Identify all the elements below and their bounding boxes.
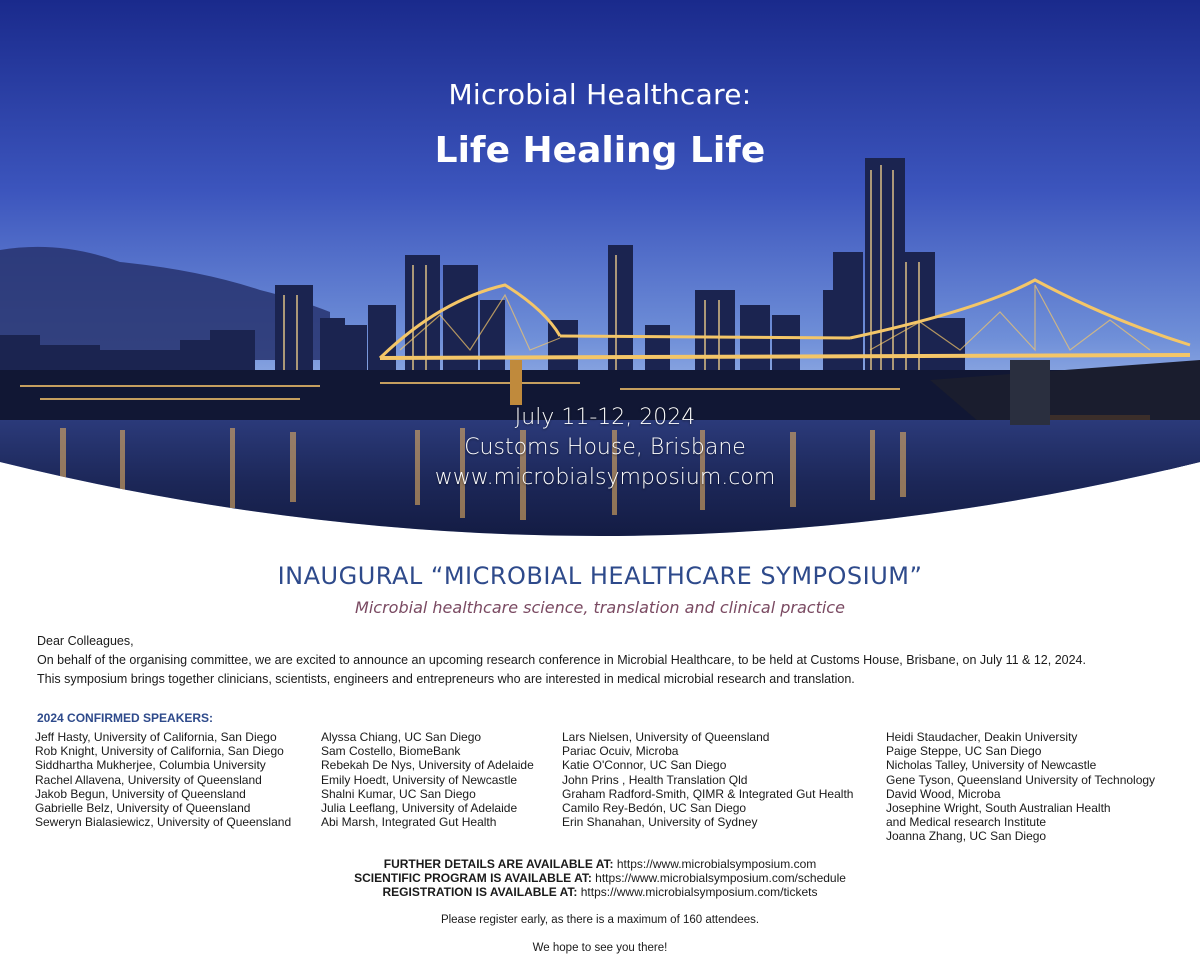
invitation-letter [37, 632, 1187, 689]
program-line [0, 871, 1200, 885]
speaker-item: Shalni Kumar, UC San Diego [321, 786, 476, 801]
speakers-column-2 [321, 730, 534, 829]
hero-title-line1: Microbial Healthcare: [448, 78, 752, 111]
speaker-item: David Wood, Microba [886, 786, 1001, 801]
symposium-subheading: Microbial healthcare science, translation and clinical practice [355, 598, 845, 617]
speakers-column-3 [562, 730, 853, 829]
speaker-item: Erin Shanahan, University of Sydney [562, 815, 758, 830]
speaker-item: Siddhartha Mukherjee, Columbia University [35, 758, 266, 773]
speaker-item: Pariac Ocuiv, Microba [562, 744, 679, 759]
further-details-line [0, 857, 1200, 871]
event-date: July 11-12, 2024 [514, 405, 696, 430]
hero-title-line2: Life Healing Life [434, 130, 766, 171]
further-details-link[interactable]: https://www.microbialsymposium.com [613, 857, 817, 871]
further-details-label: FURTHER DETAILS ARE AVAILABLE AT: [383, 857, 614, 871]
speakers-title: 2024 CONFIRMED SPEAKERS: [37, 711, 214, 725]
speaker-item: Lars Nielsen, University of Queensland [562, 730, 770, 744]
details-block [0, 857, 1200, 899]
speakers-column-4 [886, 730, 1155, 844]
speaker-item: Josephine Wright, South Australian Health [886, 801, 1111, 816]
speaker-item: Gabrielle Belz, University of Queensland [35, 801, 251, 816]
letter-greeting: Dear Colleagues, [37, 634, 134, 648]
symposium-heading: INAUGURAL “MICROBIAL HEALTHCARE SYMPOSIUM” [277, 562, 923, 590]
register-note: Please register early, as there is a maximum of 160 attendees. [440, 914, 760, 926]
event-venue: Customs House, Brisbane [464, 435, 746, 460]
speaker-item: Paige Steppe, UC San Diego [886, 744, 1042, 759]
speaker-item: Alyssa Chiang, UC San Diego [321, 730, 482, 744]
speaker-item: Joanna Zhang, UC San Diego [886, 829, 1047, 844]
speaker-item: Graham Radford-Smith, QIMR & Integrated Gut Health [562, 786, 854, 801]
speaker-item: Abi Marsh, Integrated Gut Health [321, 815, 497, 830]
registration-link[interactable]: https://www.microbialsymposium.com/tickets [577, 885, 818, 899]
speaker-item: Rachel Allavena, University of Queensland [35, 772, 262, 787]
letter-paragraph-2: This symposium brings together clinicians, scientists, engineers and entrepreneurs who are interested in medical microbial research and translation. [37, 672, 855, 686]
speaker-item: Jeff Hasty, University of California, San Diego [35, 730, 277, 744]
speaker-item: Rebekah De Nys, University of Adelaide [321, 758, 534, 773]
speakers-column-1 [35, 730, 291, 829]
registration-line [0, 885, 1200, 899]
speaker-item: Sam Costello, BiomeBank [321, 744, 461, 759]
speaker-item: Seweryn Bialasiewicz, University of Queensland [35, 815, 292, 830]
speaker-item: Camilo Rey-Bedón, UC San Diego [562, 801, 747, 816]
closing-note: We hope to see you there! [532, 942, 668, 954]
speaker-item: Rob Knight, University of California, San Diego [35, 744, 284, 759]
speaker-item: Heidi Staudacher, Deakin University [886, 730, 1078, 744]
speaker-item: and Medical research Institute [886, 815, 1047, 830]
speaker-item: Nicholas Talley, University of Newcastle [886, 758, 1097, 773]
speaker-item: Emily Hoedt, University of Newcastle [321, 772, 518, 787]
event-website[interactable]: www.microbialsymposium.com [434, 465, 776, 490]
speaker-item: Katie O'Connor, UC San Diego [562, 758, 727, 773]
speaker-item: Julia Leeflang, University of Adelaide [321, 801, 518, 816]
speaker-item: Jakob Begun, University of Queensland [35, 786, 246, 801]
program-label: SCIENTIFIC PROGRAM IS AVAILABLE AT: [354, 871, 592, 885]
registration-label: REGISTRATION IS AVAILABLE AT: [382, 885, 578, 899]
speaker-item: John Prins , Health Translation Qld [562, 772, 748, 787]
letter-paragraph-1: On behalf of the organising committee, we are excited to announce an upcoming research conference in Microbial Healthcare, to be held at Customs House, Brisbane, on July 11 & 12, 2024. [37, 653, 1086, 667]
program-link[interactable]: https://www.microbialsymposium.com/schedule [591, 871, 846, 885]
event-info [410, 403, 800, 493]
speaker-item: Gene Tyson, Queensland University of Technology [886, 772, 1156, 787]
